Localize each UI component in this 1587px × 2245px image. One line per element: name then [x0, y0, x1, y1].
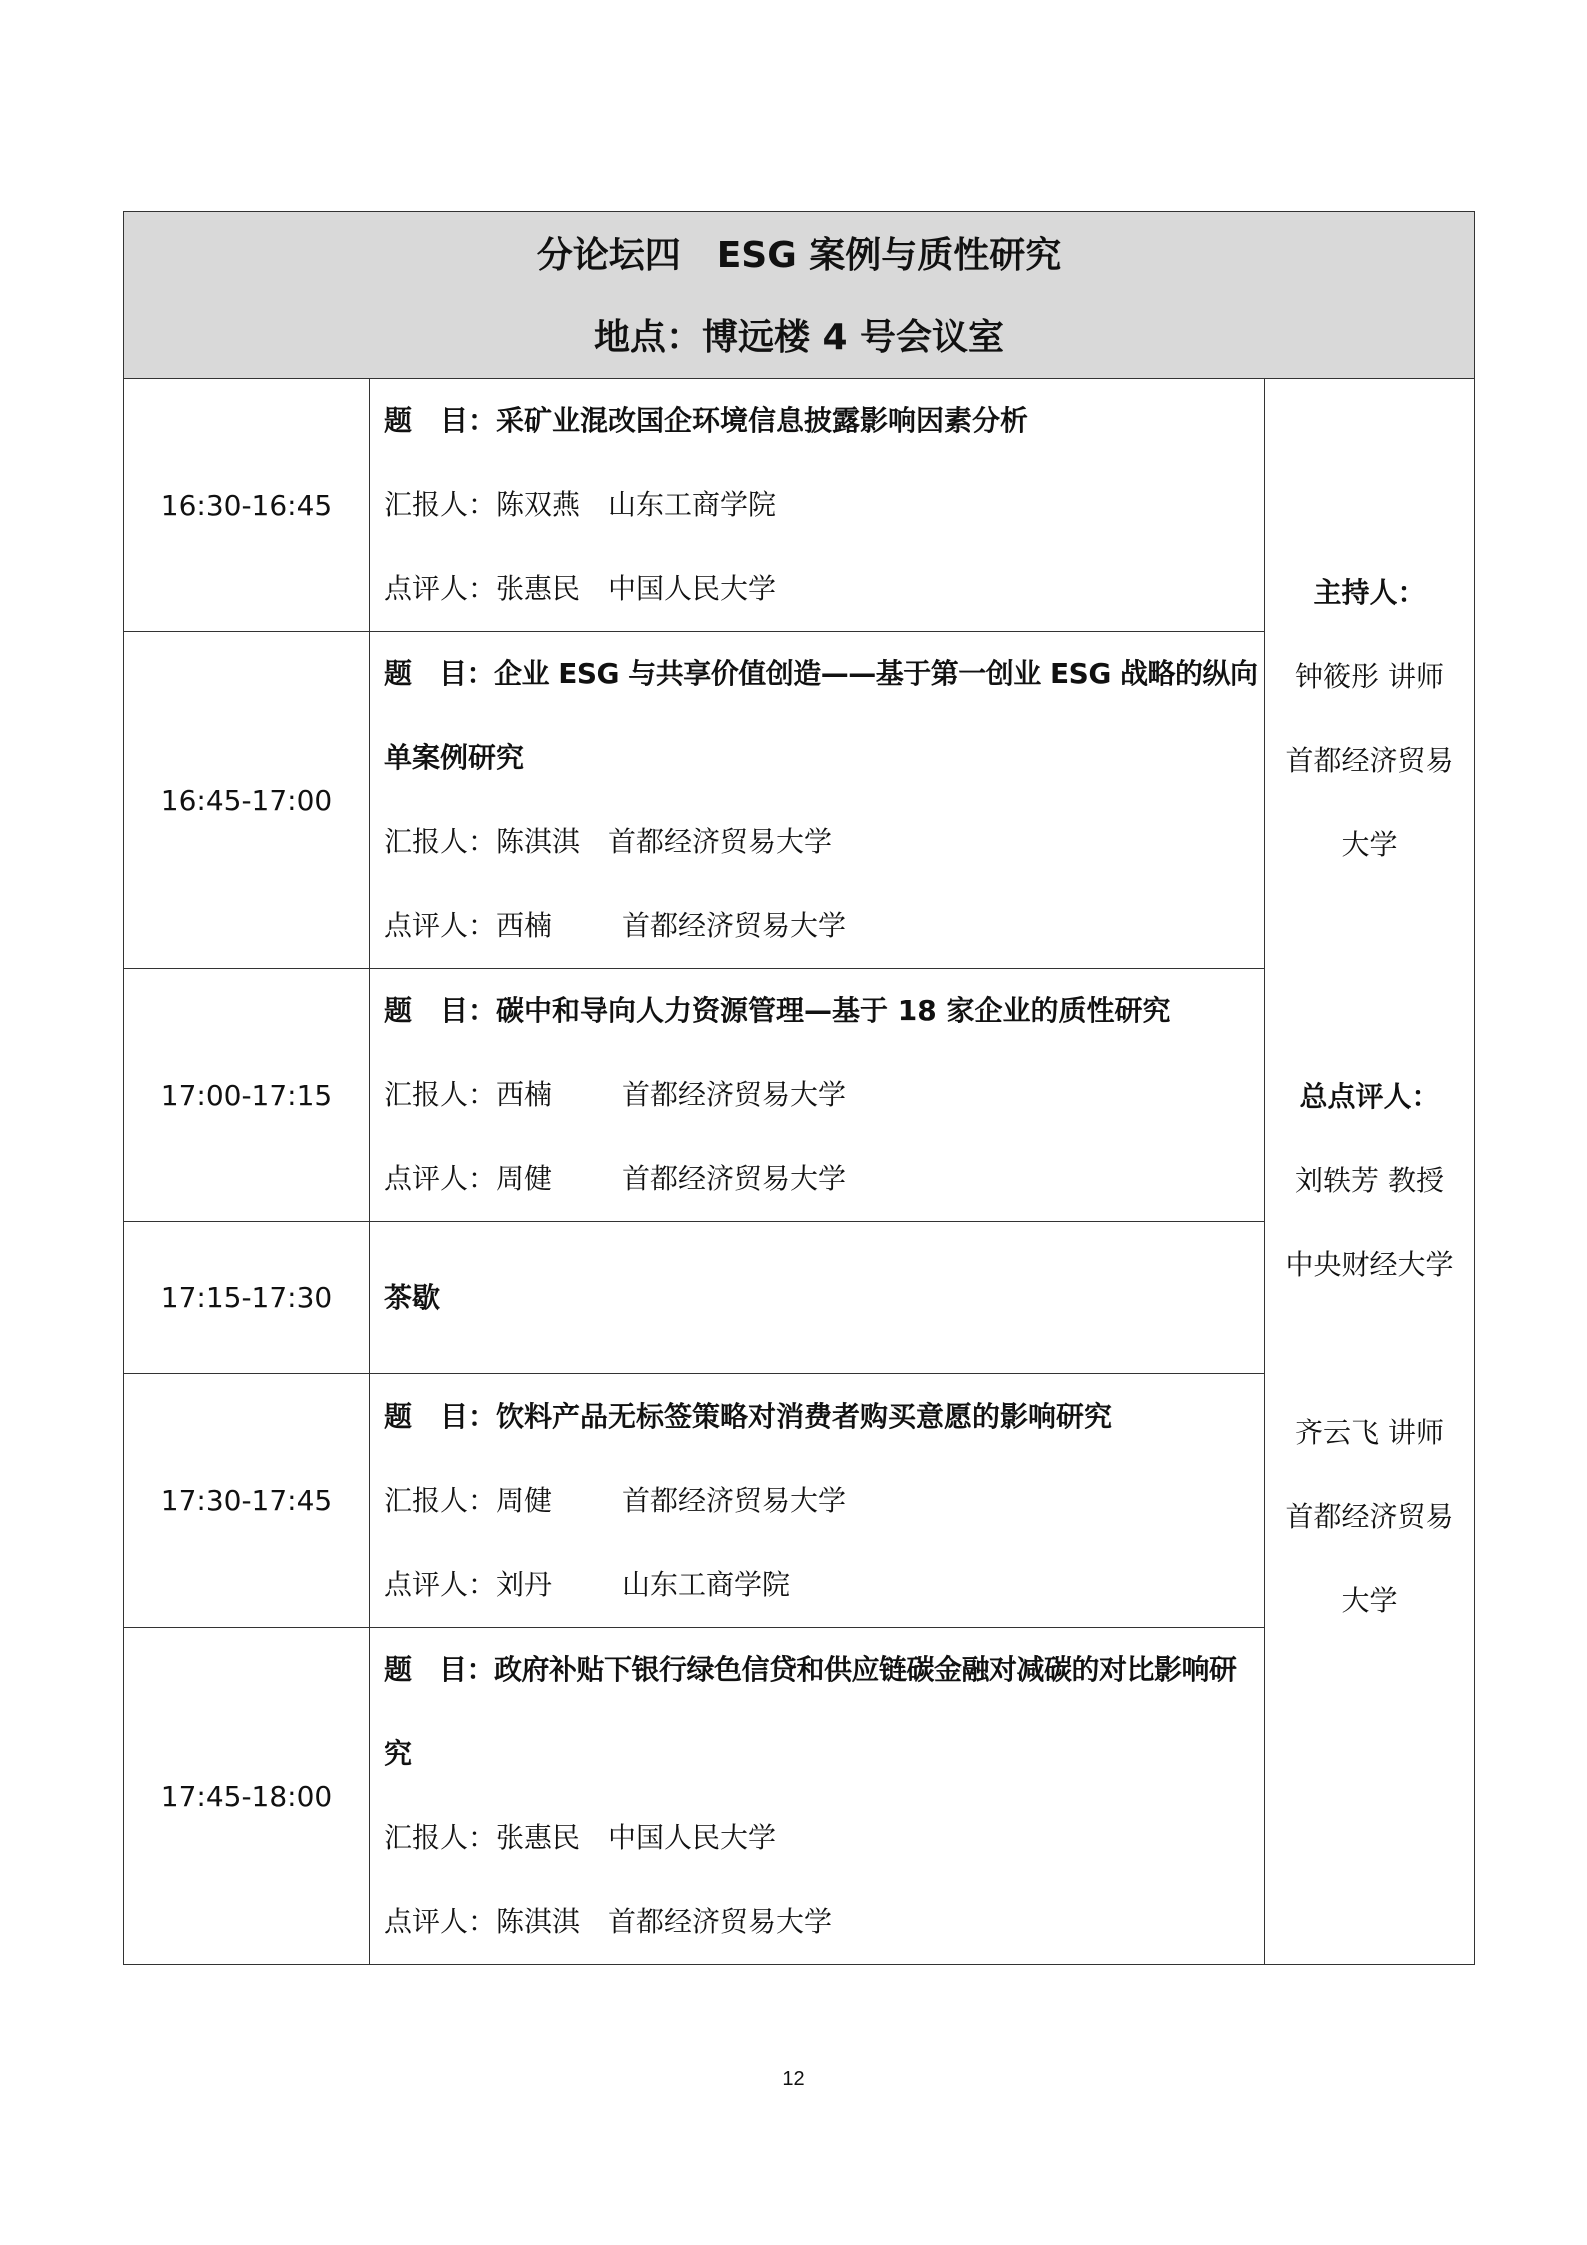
title-text: 企业 ESG 与共享价值创造——基于第一创业 ESG 战略的纵向: [494, 657, 1258, 690]
host-name: 钟筱彤 讲师: [1295, 660, 1444, 693]
title-label: 题 目：: [384, 1399, 497, 1433]
presenter-label: 汇报人：: [384, 825, 497, 858]
chief-reviewer-2-org-line1: 首都经济贸易: [1285, 1500, 1454, 1533]
session-time: 16:30-16:45: [124, 379, 370, 632]
session-title: [384, 969, 1250, 1053]
host-label: 主持人：: [1313, 576, 1426, 609]
reviewer-name: 周健: [496, 1162, 553, 1195]
session-title: [384, 379, 1250, 463]
reviewer-label: 点评人：: [384, 909, 497, 942]
forum-location: 地点：博远楼 4 号会议室: [593, 317, 1005, 358]
chief-reviewer-1-org: 中央财经大学: [1285, 1248, 1454, 1281]
session-details: [370, 632, 1265, 969]
reviewer-org: 首都经济贸易大学: [622, 1162, 847, 1195]
presenter-org: 首都经济贸易大学: [622, 1483, 847, 1517]
chief-reviewer-label: 总点评人：: [1299, 1080, 1440, 1113]
presenter-label: 汇报人：: [384, 488, 497, 521]
title-text: 碳中和导向人力资源管理—基于 18 家企业的质性研究: [496, 994, 1171, 1027]
presenter-name: 陈双燕: [496, 488, 581, 521]
presenter-org: 首都经济贸易大学: [608, 825, 833, 858]
session-title: [384, 1375, 1250, 1459]
chief-reviewer-1-name: 刘轶芳 教授: [1295, 1164, 1444, 1197]
reviewer-org: 首都经济贸易大学: [622, 909, 847, 942]
host-org-line1: 首都经济贸易: [1285, 744, 1454, 777]
presenter-label: 汇报人：: [384, 1078, 497, 1111]
forum-title: 分论坛四 ESG 案例与质性研究: [536, 235, 1062, 276]
table-header: [124, 212, 1475, 379]
session-time: 17:30-17:45: [124, 1374, 370, 1628]
session-time: 17:45-18:00: [124, 1628, 370, 1965]
presenter-org: 中国人民大学: [608, 1821, 777, 1854]
reviewer-line: [384, 547, 1250, 631]
presenter-name: 张惠民: [496, 1821, 581, 1854]
session-details: [370, 1374, 1265, 1628]
presenter-name: 陈淇淇: [496, 825, 581, 858]
title-text: 政府补贴下银行绿色信贷和供应链碳金融对减碳的对比影响研: [494, 1653, 1237, 1686]
schedule-table: [123, 211, 1475, 1965]
session-details: [370, 969, 1265, 1222]
reviewer-org: 中国人民大学: [608, 572, 777, 605]
host-org-line2: 大学: [1341, 828, 1398, 861]
session-title-cont: 究: [384, 1737, 413, 1770]
presenter-name: 西楠: [496, 1078, 553, 1111]
session-title: [384, 1628, 1250, 1712]
session-details: [370, 1222, 1265, 1374]
title-label: 题 目：: [384, 657, 495, 690]
title-text: 采矿业混改国企环境信息披露影响因素分析: [496, 404, 1029, 437]
session-details: [370, 379, 1265, 632]
presenter-label: 汇报人：: [384, 1483, 497, 1517]
reviewer-label: 点评人：: [384, 1567, 497, 1601]
session-details: [370, 1628, 1265, 1965]
reviewer-label: 点评人：: [384, 1905, 497, 1938]
title-label: 题 目：: [384, 994, 497, 1027]
reviewer-name: 刘丹: [496, 1567, 553, 1601]
chief-reviewer-2-name: 齐云飞 讲师: [1295, 1416, 1444, 1449]
presenter-line: [384, 800, 1250, 884]
title-label: 题 目：: [384, 404, 497, 437]
presenter-line: [384, 1459, 1250, 1543]
session-time: 17:00-17:15: [124, 969, 370, 1222]
title-text: 饮料产品无标签策略对消费者购买意愿的影响研究: [496, 1399, 1113, 1433]
reviewer-name: 张惠民: [496, 572, 581, 605]
presenter-line: [384, 463, 1250, 547]
break-label: 茶歇: [384, 1280, 441, 1314]
title-label: 题 目：: [384, 1653, 495, 1686]
presenter-line: [384, 1053, 1250, 1137]
session-title-cont: 单案例研究: [384, 741, 525, 774]
session-time: 16:45-17:00: [124, 632, 370, 969]
reviewer-line: [384, 1880, 1250, 1964]
reviewer-label: 点评人：: [384, 1162, 497, 1195]
schedule-sheet: [123, 211, 1474, 1965]
presenter-label: 汇报人：: [384, 1821, 497, 1854]
session-time: 17:15-17:30: [124, 1222, 370, 1374]
presenter-line: [384, 1796, 1250, 1880]
reviewer-line: [384, 884, 1250, 968]
page-number: 12: [782, 2068, 805, 2090]
presenter-org: 山东工商学院: [608, 488, 777, 521]
reviewer-name: 陈淇淇: [496, 1905, 581, 1938]
reviewer-name: 西楠: [496, 909, 553, 942]
reviewer-org: 首都经济贸易大学: [608, 1905, 833, 1938]
table-row: [124, 379, 1475, 632]
hosts-column: [1265, 379, 1475, 1965]
chief-reviewer-2-org-line2: 大学: [1341, 1584, 1398, 1617]
reviewer-org: 山东工商学院: [622, 1567, 791, 1601]
presenter-name: 周健: [496, 1483, 553, 1517]
reviewer-label: 点评人：: [384, 572, 497, 605]
reviewer-line: [384, 1543, 1250, 1627]
session-title: [384, 632, 1258, 716]
presenter-org: 首都经济贸易大学: [622, 1078, 847, 1111]
reviewer-line: [384, 1137, 1250, 1221]
